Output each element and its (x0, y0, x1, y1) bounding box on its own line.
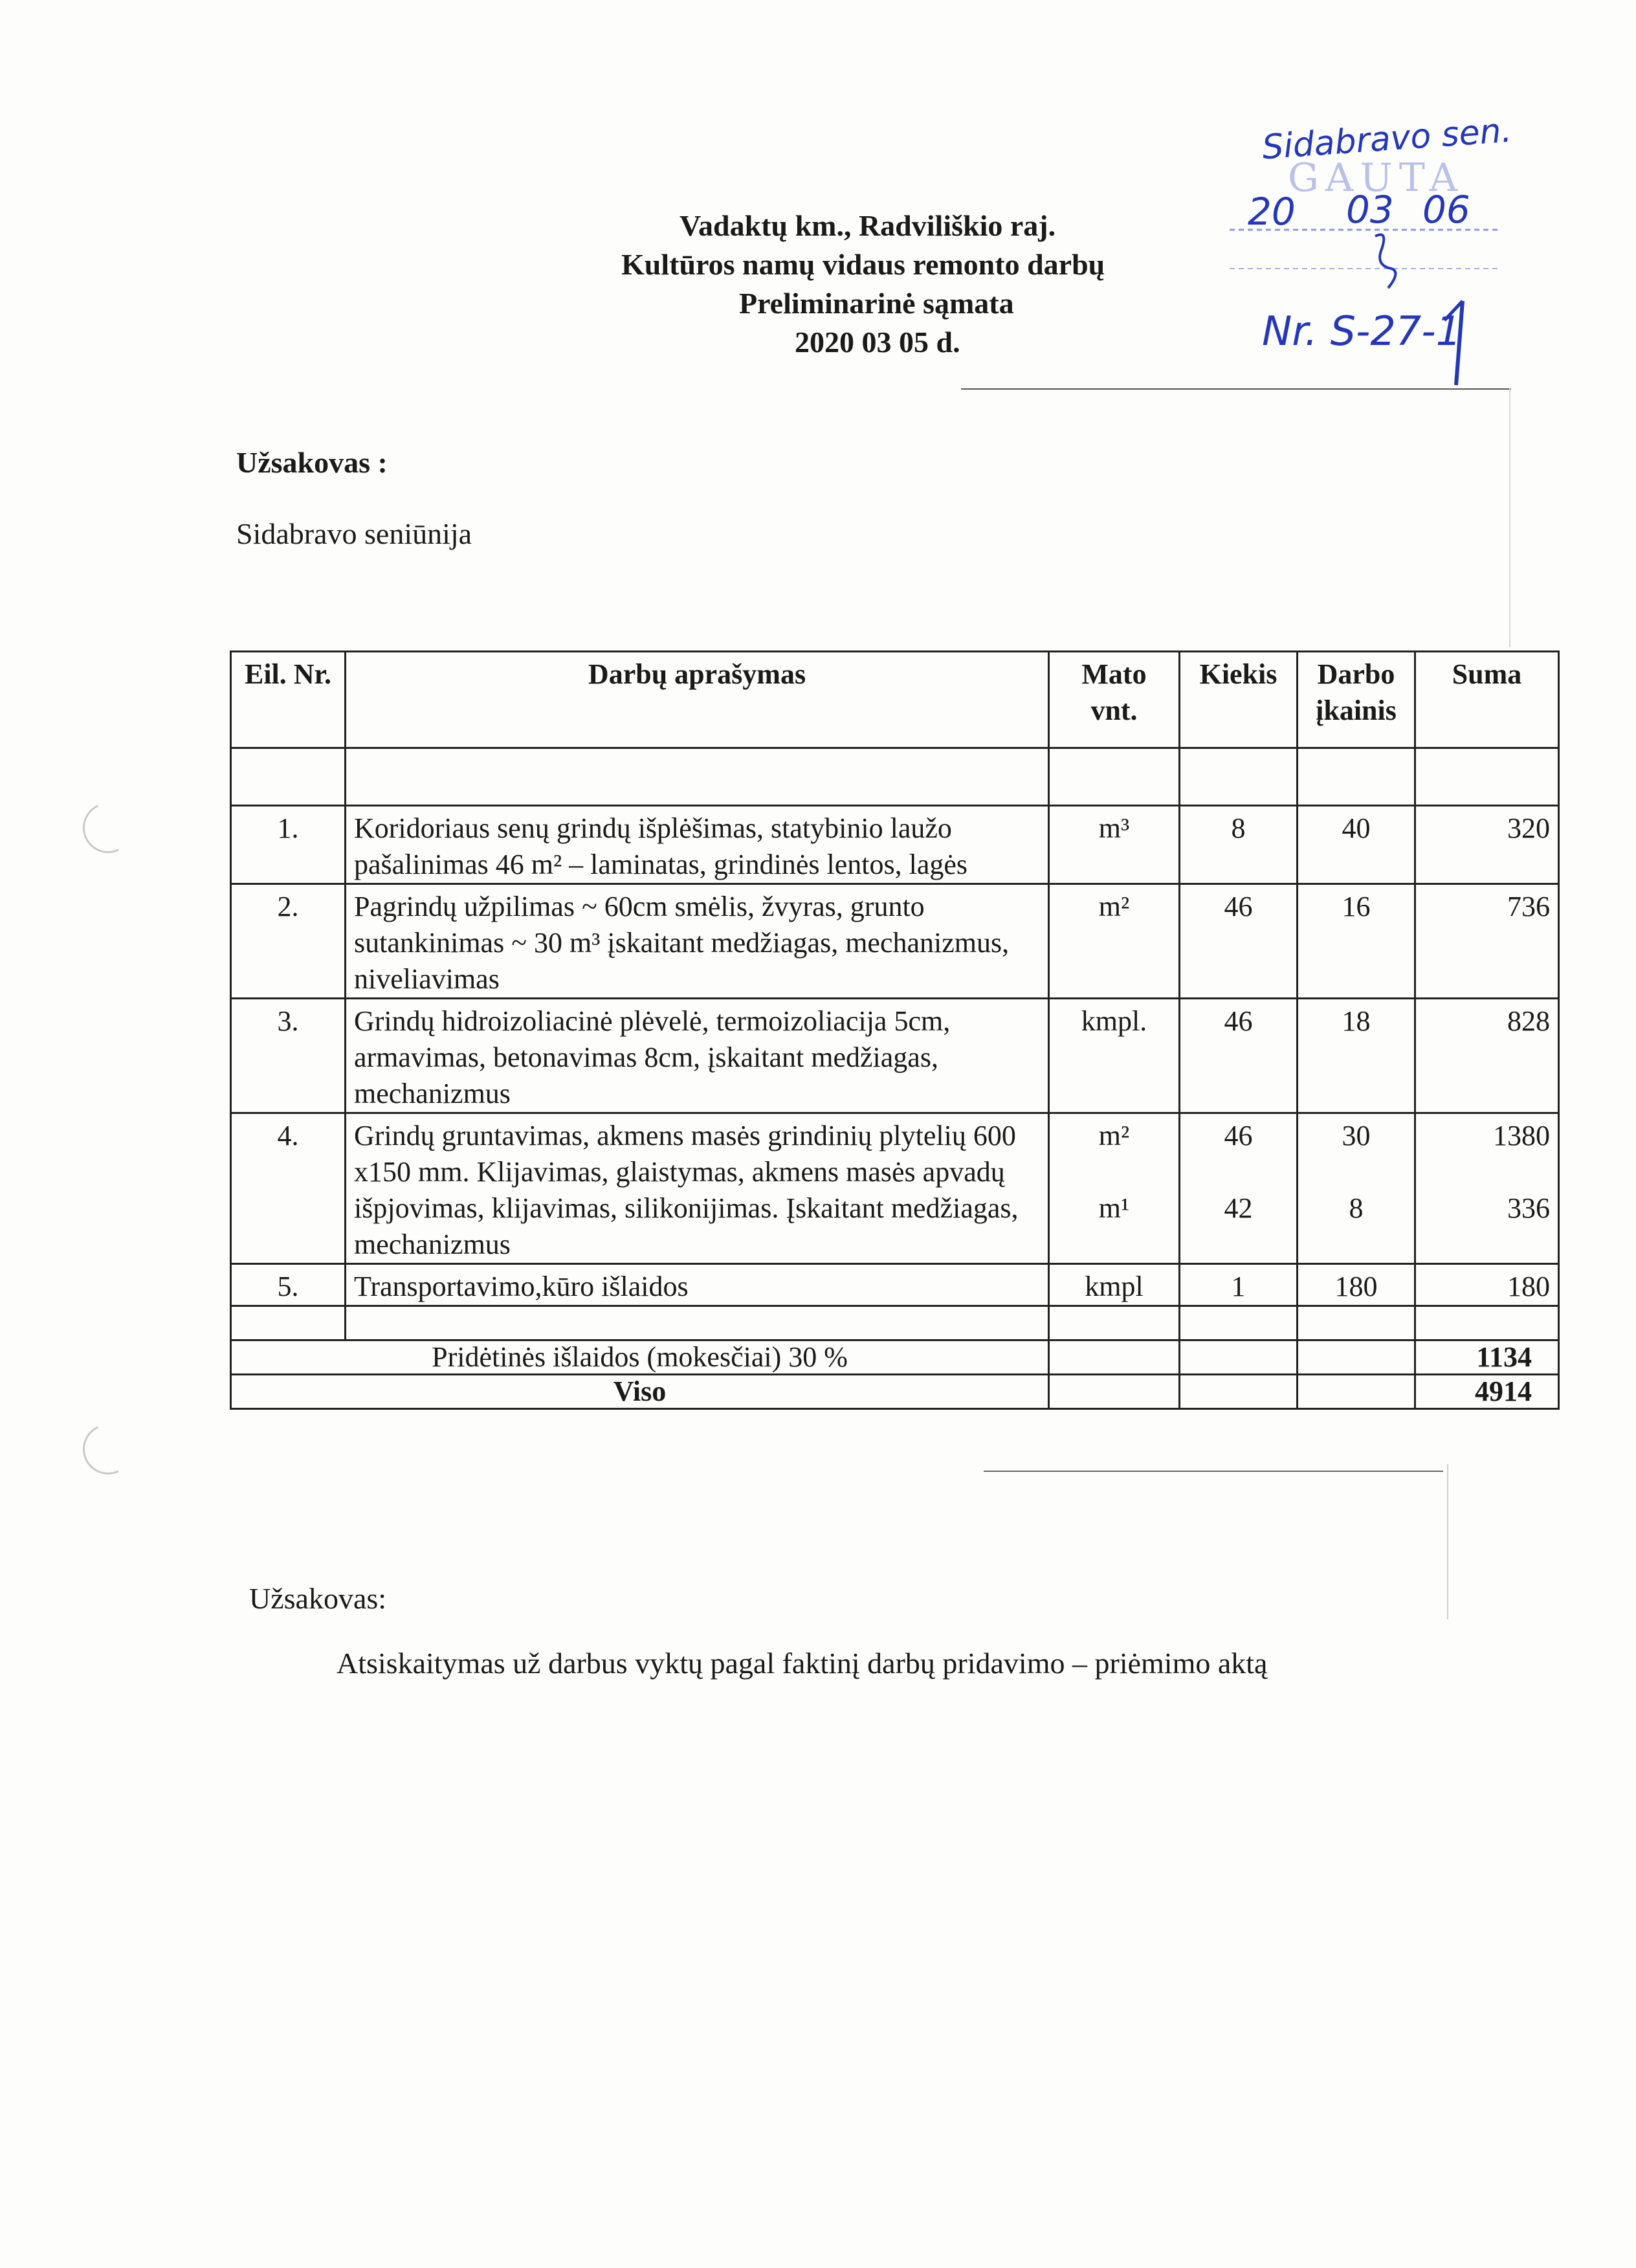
title-line-type: Preliminarinė sąmata (739, 287, 1014, 320)
header-unit: Mato vnt. (1049, 652, 1180, 748)
row-description: Pagrindų užpilimas ~ 60cm smėlis, žvyras, grunto sutankinimas ~ 30 m³ įskaitant medžiagas, mechanizmus, niveliavimas (346, 884, 1049, 999)
estimate-table (230, 650, 1560, 1410)
footer-payment-note: Atsiskaitymas už darbus vyktų pagal faktinį darbų pridavimo – priėmimo aktą (337, 1647, 1268, 1680)
customer-name: Sidabravo seniūnija (236, 517, 472, 550)
overhead-row (231, 1340, 1559, 1375)
row-unit: m³ (1049, 806, 1180, 884)
footer-customer-label: Užsakovas: (249, 1582, 387, 1615)
row-unit: kmpl. (1049, 999, 1180, 1113)
table-row (231, 806, 1559, 884)
stamp-date-month: 03 (1346, 188, 1394, 232)
row-price: 40 (1298, 806, 1415, 884)
row-unit-pair (1049, 1113, 1180, 1264)
scan-line-bottom (984, 1471, 1443, 1472)
title-line-subject: Kultūros namų vidaus remonto darbų (621, 248, 1105, 281)
total-row (231, 1375, 1559, 1409)
header-eil: Eil. Nr. (231, 652, 346, 748)
stamp-number: Nr. S-27-1 (1262, 307, 1462, 355)
stamp-handwritten-name: Sidabravo sen. (1261, 111, 1513, 168)
total-sum: 4914 (1415, 1375, 1559, 1409)
customer-label: Užsakovas : (236, 446, 388, 479)
overhead-sum: 1134 (1415, 1340, 1559, 1375)
row-price: 180 (1298, 1264, 1415, 1306)
row-price: 30 (1342, 1120, 1371, 1151)
row-number: 3. (231, 999, 346, 1113)
scan-line-right-top (1509, 388, 1510, 647)
row-price: 18 (1298, 999, 1415, 1113)
header-price: Darbo įkainis (1298, 652, 1415, 748)
row-quantity: 46 (1180, 884, 1298, 999)
stamp-date-year: 20 (1248, 190, 1296, 234)
overhead-label: Pridėtinės išlaidos (mokesčiai) 30 % (231, 1340, 1049, 1375)
row-quantity-secondary: 42 (1224, 1192, 1253, 1224)
table-row (231, 999, 1559, 1113)
row-sum: 736 (1415, 884, 1559, 999)
table-row (231, 1113, 1559, 1264)
row-quantity: 46 (1224, 1120, 1253, 1151)
row-quantity-pair (1180, 1113, 1298, 1264)
row-description: Grindų gruntavimas, akmens masės grindinių plytelių 600 x150 mm. Klijavimas, glaistymas, akmens masės apvadų išpjovimas, klijavimas, silikonijimas. Įskaitant medžiagas, mechanizmus (346, 1113, 1049, 1264)
table-header-row (231, 652, 1559, 748)
registration-stamp (1217, 107, 1521, 392)
row-quantity: 46 (1180, 999, 1298, 1113)
table-blank-row (231, 1306, 1559, 1340)
row-unit: m² (1098, 1120, 1130, 1151)
table-row (231, 884, 1559, 999)
row-unit: kmpl (1049, 1264, 1180, 1306)
header-description: Darbų aprašymas (346, 652, 1049, 748)
row-number: 5. (231, 1264, 346, 1306)
scan-line-top (961, 388, 1511, 390)
row-number: 1. (231, 806, 346, 884)
title-line-location: Vadaktų km., Radviliškio raj. (680, 209, 1056, 242)
stamp-received-word: GAUTA (1288, 155, 1464, 201)
row-unit: m² (1049, 884, 1180, 999)
stamp-date-day: 06 (1422, 188, 1470, 232)
row-quantity: 1 (1180, 1264, 1298, 1306)
row-number: 2. (231, 884, 346, 999)
row-price-secondary: 8 (1349, 1192, 1364, 1224)
row-sum-pair (1415, 1113, 1559, 1264)
header-quantity: Kiekis (1180, 652, 1298, 748)
table-blank-row (231, 748, 1559, 806)
punch-hole-top (76, 795, 140, 860)
total-label: Viso (231, 1375, 1049, 1409)
row-sum: 320 (1415, 806, 1559, 884)
row-sum-secondary: 336 (1507, 1192, 1550, 1224)
row-sum: 828 (1415, 999, 1559, 1113)
row-number: 4. (231, 1113, 346, 1264)
row-sum: 1380 (1493, 1120, 1550, 1151)
row-price: 16 (1298, 884, 1415, 999)
scan-line-right-bottom (1447, 1464, 1448, 1619)
row-description: Koridoriaus senų grindų išplėšimas, statybinio laužo pašalinimas 46 m² – laminatas, grindinės lentos, lagės (346, 806, 1049, 884)
row-description: Grindų hidroizoliacinė plėvelė, termoizoliacija 5cm, armavimas, betonavimas 8cm, įskaitant medžiagas, mechanizmus (346, 999, 1049, 1113)
row-price-pair (1298, 1113, 1415, 1264)
punch-hole-bottom (76, 1417, 140, 1482)
row-unit-secondary: m¹ (1098, 1192, 1130, 1224)
table-row (231, 1264, 1559, 1306)
row-description: Transportavimo,kūro išlaidos (346, 1264, 1049, 1306)
header-sum: Suma (1415, 652, 1559, 748)
row-quantity: 8 (1180, 806, 1298, 884)
row-sum: 180 (1415, 1264, 1559, 1306)
title-line-date: 2020 03 05 d. (795, 326, 960, 359)
